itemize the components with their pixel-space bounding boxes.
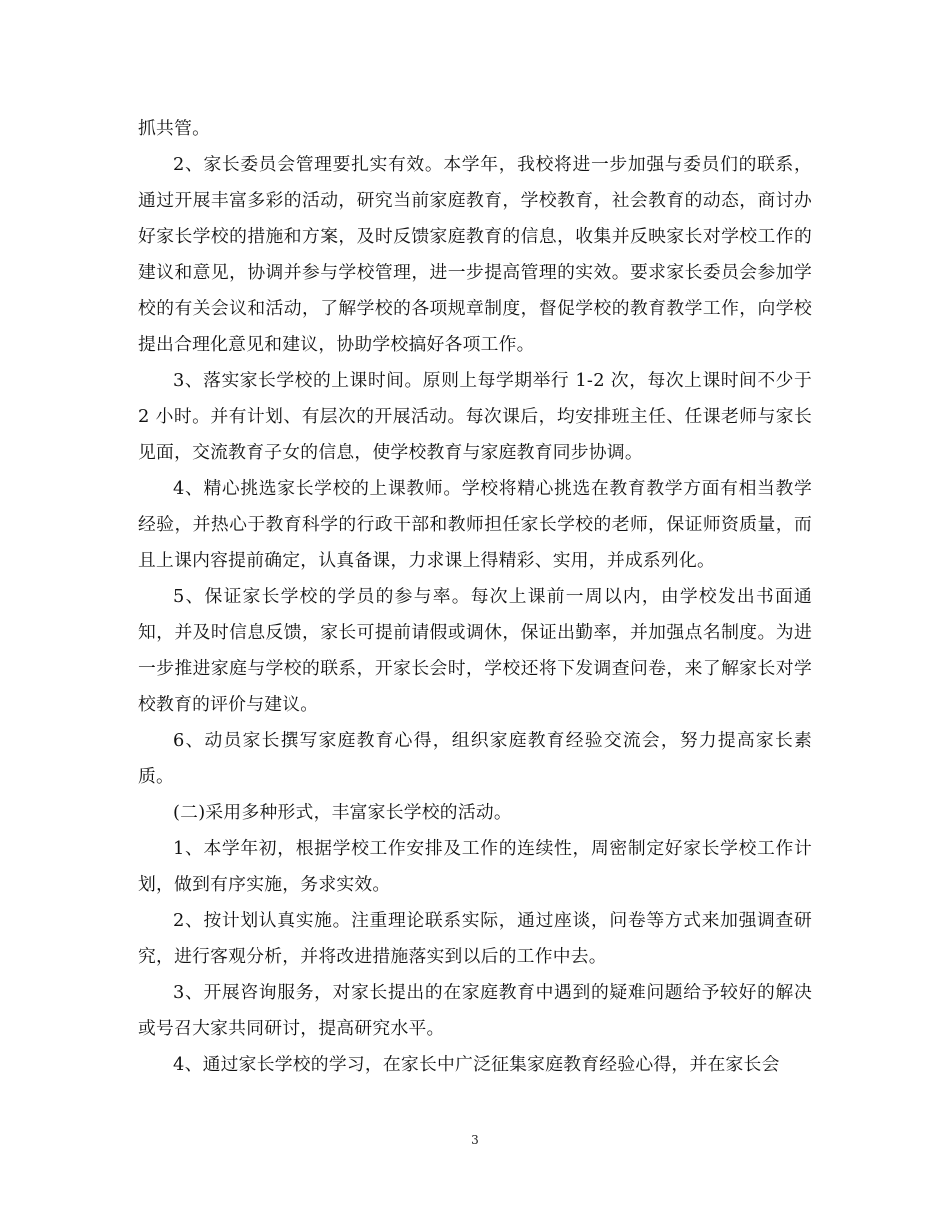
paragraph-activity-1: 1、本学年初，根据学校工作安排及工作的连续性，周密制定好家长学校工作计划，做到有序实施，务求实效。 [138,838,812,895]
paragraph-item-6: 6、动员家长撰写家庭教育心得，组织家庭教育经验交流会，努力提高家长素质。 [138,730,812,787]
paragraph-item-5: 5、保证家长学校的学员的参与率。每次上课前一周以内，由学校发出书面通知，并及时信息反馈，家长可提前请假或调休，保证出勤率，并加强点名制度。为进一步推进家庭与学校的联系，开家长会时，学校还将下发调查问卷，来了解家长对学校教育的评价与建议。 [138,586,812,715]
paragraph-activity-2: 2、按计划认真实施。注重理论联系实际，通过座谈，问卷等方式来加强调查研究，进行客观分析，并将改进措施落实到以后的工作中去。 [138,910,812,967]
page-number: 3 [471,1133,479,1147]
paragraph-continuation: 抓共管。 [138,118,211,139]
section-heading-2: (二)采用多种形式，丰富家长学校的活动。 [173,802,512,823]
paragraph-activity-4: 4、通过家长学校的学习，在家长中广泛征集家庭教育经验心得，并在家长会 [173,1054,780,1075]
paragraph-item-2: 2、家长委员会管理要扎实有效。本学年，我校将进一步加强与委员们的联系，通过开展丰富多彩的活动，研究当前家庭教育，学校教育，社会教育的动态，商讨办好家长学校的措施和方案，及时反馈家庭教育的信息，收集并反映家长对学校工作的建议和意见，协调并参与学校管理，进一步提高管理的实效。要求家长委员会参加学校的有关会议和活动，了解学校的各项规章制度，督促学校的教育教学工作，向学校提出合理化意见和建议，协助学校搞好各项工作。 [138,154,812,355]
paragraph-item-4: 4、精心挑选家长学校的上课教师。学校将精心挑选在教育教学方面有相当教学经验，并热心于教育科学的行政干部和教师担任家长学校的老师，保证师资质量，而且上课内容提前确定，认真备课，力求课上得精彩、实用，并成系列化。 [138,478,812,571]
document-body [138,111,812,1083]
paragraph-item-3: 3、落实家长学校的上课时间。原则上每学期举行 1-2 次，每次上课时间不少于 2 小时。并有计划、有层次的开展活动。每次课后，均安排班主任、任课老师与家长见面，交流教育子女的信息，使学校教育与家庭教育同步协调。 [138,370,812,463]
paragraph-activity-3: 3、开展咨询服务，对家长提出的在家庭教育中遇到的疑难问题给予较好的解决或号召大家共同研讨，提高研究水平。 [138,982,812,1039]
